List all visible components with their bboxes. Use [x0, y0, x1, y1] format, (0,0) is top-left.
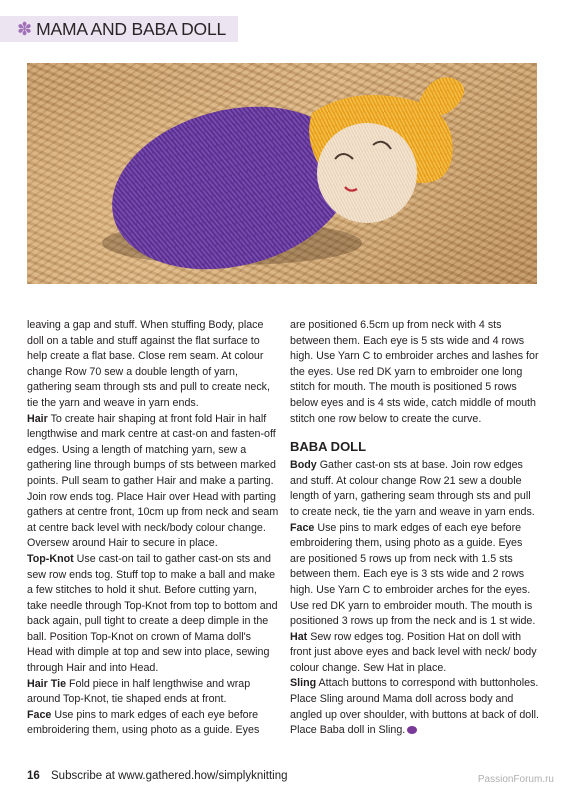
text-column-1	[27, 318, 279, 739]
page-number: 16	[27, 770, 40, 782]
paragraph-face: Face Use pins to mark edges of each eye before embroidering them, using photo as a guide. Eyes	[27, 708, 260, 737]
flower-icon: ✽	[17, 19, 33, 39]
paragraph: leaving a gap and stuff. When stuffing Body, place doll on a table and stuff against the flat surface to help create a flat base. Close rem seam. At colour change Row 70 sew a double length of yarn, gathering seam through sts and pull to create neck, tie the yarn and weave in yarn ends.	[27, 319, 270, 409]
paragraph-hat: Hat Sew row edges tog. Position Hat on doll with front just above eyes and back level with neck/ body colour change. Sew Hat in place.	[290, 630, 537, 674]
doll-illustration	[27, 63, 537, 284]
paragraph-sling: Sling Attach buttons to correspond with buttonholes. Place Sling around Mama doll across body and angled up over shoulder, with buttons at back of doll. Place Baba doll in Sling.	[290, 677, 539, 737]
paragraph-body: Body Gather cast-on sts at base. Join row edges and stuff. At colour change Row 21 sew a double length of yarn, gathering seam through sts and pull to create neck, tie the yarn and weave in yarn ends.	[290, 459, 535, 518]
subscribe-link[interactable]: Subscribe at www.gathered.how/simplyknitting	[51, 770, 288, 782]
section-heading: BABA DOLL	[290, 439, 367, 455]
paragraph: are positioned 6.5cm up from neck with 4 sts between them. Each eye is 5 sts wide and 4 rows high. Use Yarn C to embroider arches and lashes for the eyes. Use red DK yarn to embroider one long stitch for mouth. The mouth is positioned 5 rows below eyes and is 4 sts wide, catch middle of mouth stitch one row below to create the curve.	[290, 319, 539, 425]
paragraph-face: Face Use pins to mark edges of each eye before embroidering them, using photo as a guide. Eyes are positioned 5 rows up from neck with 1.5 sts between them. Each eye is 3 sts wide and 2 rows high. Use Yarn C to embroider arches for the eyes. Use red DK yarn to embroider mouth. The mouth is positioned 3 rows up from the neck and is 1 st wide.	[290, 521, 536, 628]
page-footer	[27, 770, 288, 782]
paragraph-hairtie: Hair Tie Fold piece in half lengthwise and wrap around Top-Knot, tie shaped ends at front.	[27, 677, 251, 706]
page-title: MAMA AND BABA DOLL	[36, 18, 227, 39]
page-header	[0, 16, 238, 42]
paragraph-hair: Hair To create hair shaping at front fold Hair in half lengthwise and mark centre at cast-on and fasten-off edges. Using a length of matching yarn, sew a gathering line through bumps of sts between marked points. Pull seam to gather Hair and make a parting. Join row ends tog. Place Hair over Head with parting gathers at centre front, 10cm up from neck and seam at centre back level with neck/body colour change. Oversew around Hair to secure in place.	[27, 412, 279, 550]
text-column-2	[290, 318, 540, 739]
yarn-ball-icon	[407, 726, 417, 734]
doll-photo	[27, 63, 537, 284]
doll-face	[317, 123, 417, 223]
paragraph-topknot: Top-Knot Use cast-on tail to gather cast-on sts and sew row ends tog. Stuff top to make a ball and make a few stitches to hold it shut. Before cutting yarn, take needle through Top-Knot from top to bottom and back again, pull tight to create a deep dimple in the ball. Position Top-Knot on crown of Mama doll's Head with dimple at top and sew into place, sewing through Hair and into Head.	[27, 552, 278, 675]
watermark: PassionForum.ru	[477, 774, 554, 785]
